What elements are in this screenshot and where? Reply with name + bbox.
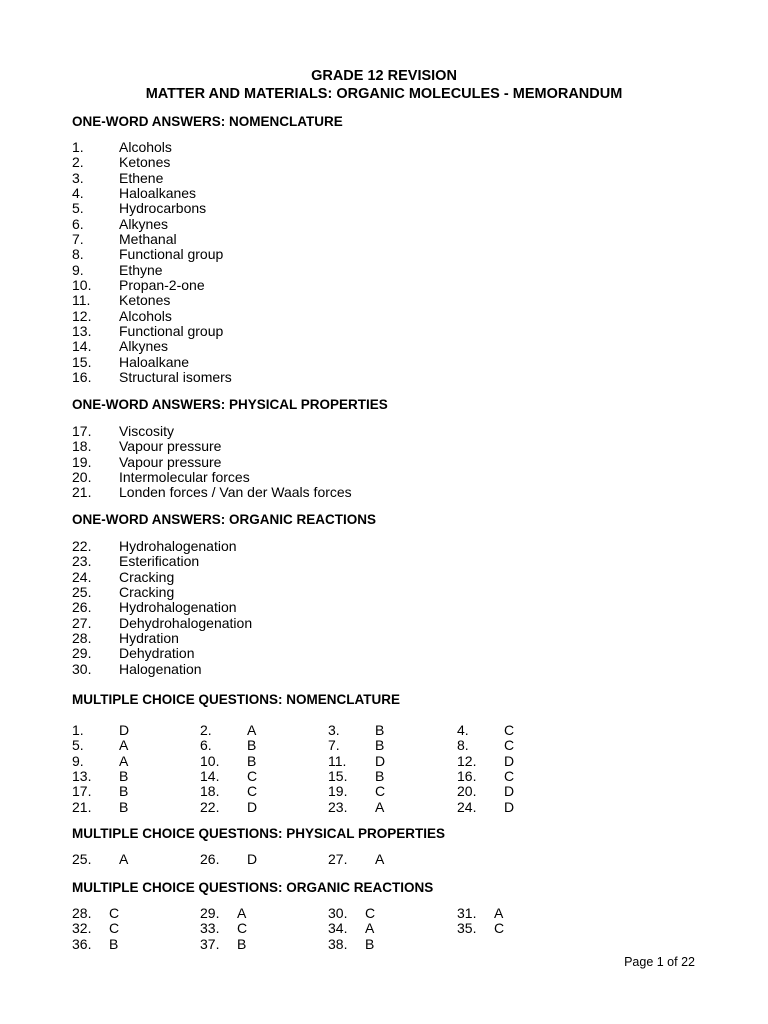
item-number: 3. <box>72 169 84 186</box>
item-number: 11. <box>72 292 91 309</box>
item-answer: Hydrocarbons <box>119 200 207 217</box>
question-number: 1. <box>72 722 84 738</box>
question-number: 31. <box>457 905 477 921</box>
question-number: 24. <box>457 798 477 815</box>
question-answer: C <box>504 737 515 754</box>
question-number: 5. <box>72 737 84 754</box>
question-answer: B <box>109 935 119 952</box>
question-number: 33. <box>200 920 220 937</box>
mcq-grid-nomenclature <box>72 723 532 815</box>
item-number: 1. <box>72 139 84 155</box>
item-number: 4. <box>72 185 84 202</box>
item-answer: Cracking <box>119 568 175 585</box>
question-answer: C <box>504 768 515 785</box>
question-answer: B <box>375 722 385 738</box>
item-answer: Alcohols <box>119 307 172 324</box>
question-answer: B <box>247 737 257 754</box>
question-answer: D <box>119 722 130 738</box>
question-number: 22. <box>200 798 220 815</box>
question-answer: C <box>247 768 258 785</box>
item-number: 19. <box>72 453 92 470</box>
item-answer: Alkynes <box>119 338 169 355</box>
item-number: 6. <box>72 215 84 232</box>
question-answer: C <box>109 905 120 921</box>
question-answer: A <box>237 905 247 921</box>
mcq-grid-physical <box>72 852 532 867</box>
mcq-grid-reactions <box>72 906 532 952</box>
question-answer: A <box>119 737 129 754</box>
question-answer: B <box>237 935 247 952</box>
item-answer: Vapour pressure <box>119 438 222 455</box>
item-number: 22. <box>72 538 92 554</box>
question-answer: A <box>375 851 385 867</box>
item-answer: Alcohols <box>119 139 172 155</box>
question-answer: C <box>237 920 248 937</box>
question-answer: A <box>375 798 385 815</box>
question-answer: B <box>119 768 129 785</box>
question-answer: C <box>504 722 515 738</box>
question-number: 38. <box>328 935 348 952</box>
question-number: 15. <box>328 768 348 785</box>
item-answer: Dehydration <box>119 645 195 662</box>
mcq-row <box>72 937 532 952</box>
item-number: 20. <box>72 469 92 486</box>
item-number: 29. <box>72 645 92 662</box>
question-number: 34. <box>328 920 348 937</box>
section-heading-mcq-reactions: MULTIPLE CHOICE QUESTIONS: ORGANIC REACTIONS <box>72 880 434 895</box>
section-heading-reactions-words: ONE-WORD ANSWERS: ORGANIC REACTIONS <box>72 512 376 527</box>
question-number: 27. <box>328 851 348 867</box>
item-number: 27. <box>72 614 92 631</box>
item-answer: Structural isomers <box>119 369 232 386</box>
item-answer: Alkynes <box>119 215 169 232</box>
question-number: 2. <box>200 722 212 738</box>
question-answer: B <box>247 752 257 769</box>
question-answer: A <box>494 905 504 921</box>
section-heading-mcq-nomenclature: MULTIPLE CHOICE QUESTIONS: NOMENCLATURE <box>72 692 400 707</box>
item-answer: Ketones <box>119 154 171 171</box>
item-number: 13. <box>72 323 92 340</box>
item-number: 28. <box>72 630 92 647</box>
item-number: 12. <box>72 307 92 324</box>
item-answer: Ethyne <box>119 261 163 278</box>
question-number: 13. <box>72 768 92 785</box>
question-number: 23. <box>328 798 348 815</box>
item-answer: Esterification <box>119 553 200 570</box>
page-number: Page 1 of 22 <box>624 955 695 969</box>
mcq-row <box>72 784 532 799</box>
mcq-row <box>72 738 532 753</box>
item-answer: Londen forces / Van der Waals forces <box>119 484 352 501</box>
item-number: 9. <box>72 261 84 278</box>
item-answer: Hydrohalogenation <box>119 599 237 616</box>
question-answer: B <box>119 798 129 815</box>
item-answer: Dehydrohalogenation <box>119 614 253 631</box>
question-number: 18. <box>200 783 220 800</box>
mcq-row <box>72 906 532 921</box>
question-number: 16. <box>457 768 477 785</box>
question-answer: C <box>109 920 120 937</box>
question-number: 29. <box>200 905 220 921</box>
item-number: 7. <box>72 231 84 248</box>
question-answer: B <box>365 935 375 952</box>
question-answer: C <box>247 783 258 800</box>
question-answer: D <box>375 752 386 769</box>
section-heading-physical-words: ONE-WORD ANSWERS: PHYSICAL PROPERTIES <box>72 397 388 412</box>
item-number: 8. <box>72 246 84 263</box>
question-number: 14. <box>200 768 220 785</box>
question-number: 35. <box>457 920 477 937</box>
section-heading-mcq-physical: MULTIPLE CHOICE QUESTIONS: PHYSICAL PROPERTIES <box>72 826 446 841</box>
item-answer: Vapour pressure <box>119 453 222 470</box>
question-number: 32. <box>72 920 92 937</box>
item-answer: Functional group <box>119 246 224 263</box>
question-answer: A <box>119 752 129 769</box>
question-number: 37. <box>200 935 220 952</box>
question-number: 4. <box>457 722 469 738</box>
question-number: 20. <box>457 783 477 800</box>
question-answer: B <box>119 783 129 800</box>
item-number: 14. <box>72 338 92 355</box>
item-answer: Ethene <box>119 169 164 186</box>
question-number: 19. <box>328 783 348 800</box>
question-number: 12. <box>457 752 477 769</box>
question-answer: D <box>247 798 258 815</box>
item-number: 24. <box>72 568 92 585</box>
question-answer: D <box>504 752 515 769</box>
item-answer: Hydrohalogenation <box>119 538 237 554</box>
question-answer: C <box>375 783 386 800</box>
item-number: 18. <box>72 438 92 455</box>
item-number: 21. <box>72 484 92 501</box>
question-number: 9. <box>72 752 84 769</box>
item-answer: Cracking <box>119 584 175 601</box>
question-number: 25. <box>72 851 92 867</box>
question-answer: D <box>504 783 515 800</box>
question-answer: A <box>247 722 257 738</box>
item-answer: Viscosity <box>119 423 174 439</box>
question-number: 36. <box>72 935 92 952</box>
question-answer: B <box>375 768 385 785</box>
mcq-row <box>72 852 532 867</box>
section-heading-nomenclature-words: ONE-WORD ANSWERS: NOMENCLATURE <box>72 114 343 129</box>
question-number: 6. <box>200 737 212 754</box>
document-subtitle: MATTER AND MATERIALS: ORGANIC MOLECULES - MEMORANDUM <box>145 86 623 102</box>
item-number: 2. <box>72 154 84 171</box>
question-answer: C <box>494 920 505 937</box>
question-number: 17. <box>72 783 92 800</box>
item-number: 23. <box>72 553 92 570</box>
item-answer: Haloalkanes <box>119 185 197 202</box>
question-number: 21. <box>72 798 92 815</box>
item-answer: Hydration <box>119 630 179 647</box>
item-number: 10. <box>72 277 92 294</box>
item-number: 16. <box>72 369 92 386</box>
item-number: 15. <box>72 353 92 370</box>
question-number: 10. <box>200 752 220 769</box>
item-answer: Intermolecular forces <box>119 469 250 486</box>
question-number: 7. <box>328 737 340 754</box>
question-number: 3. <box>328 722 340 738</box>
question-number: 8. <box>457 737 469 754</box>
question-number: 11. <box>328 752 347 769</box>
item-answer: Ketones <box>119 292 171 309</box>
item-number: 5. <box>72 200 84 217</box>
item-number: 17. <box>72 423 92 439</box>
mcq-row <box>72 800 532 815</box>
item-answer: Halogenation <box>119 660 202 677</box>
question-number: 30. <box>328 905 348 921</box>
question-number: 28. <box>72 905 92 921</box>
item-answer: Haloalkane <box>119 353 190 370</box>
question-answer: D <box>504 798 515 815</box>
question-number: 26. <box>200 851 220 867</box>
item-number: 30. <box>72 660 92 677</box>
question-answer: B <box>375 737 385 754</box>
mcq-row <box>72 769 532 784</box>
mcq-row <box>72 723 532 738</box>
question-answer: C <box>365 905 376 921</box>
item-number: 26. <box>72 599 92 616</box>
mcq-row <box>72 754 532 769</box>
item-number: 25. <box>72 584 92 601</box>
item-answer: Methanal <box>119 231 177 248</box>
item-answer: Propan-2-one <box>119 277 205 294</box>
question-answer: A <box>365 920 375 937</box>
question-answer: A <box>119 851 129 867</box>
document-title: GRADE 12 REVISION <box>311 68 457 84</box>
mcq-row <box>72 921 532 936</box>
question-answer: D <box>247 851 258 867</box>
item-answer: Functional group <box>119 323 224 340</box>
